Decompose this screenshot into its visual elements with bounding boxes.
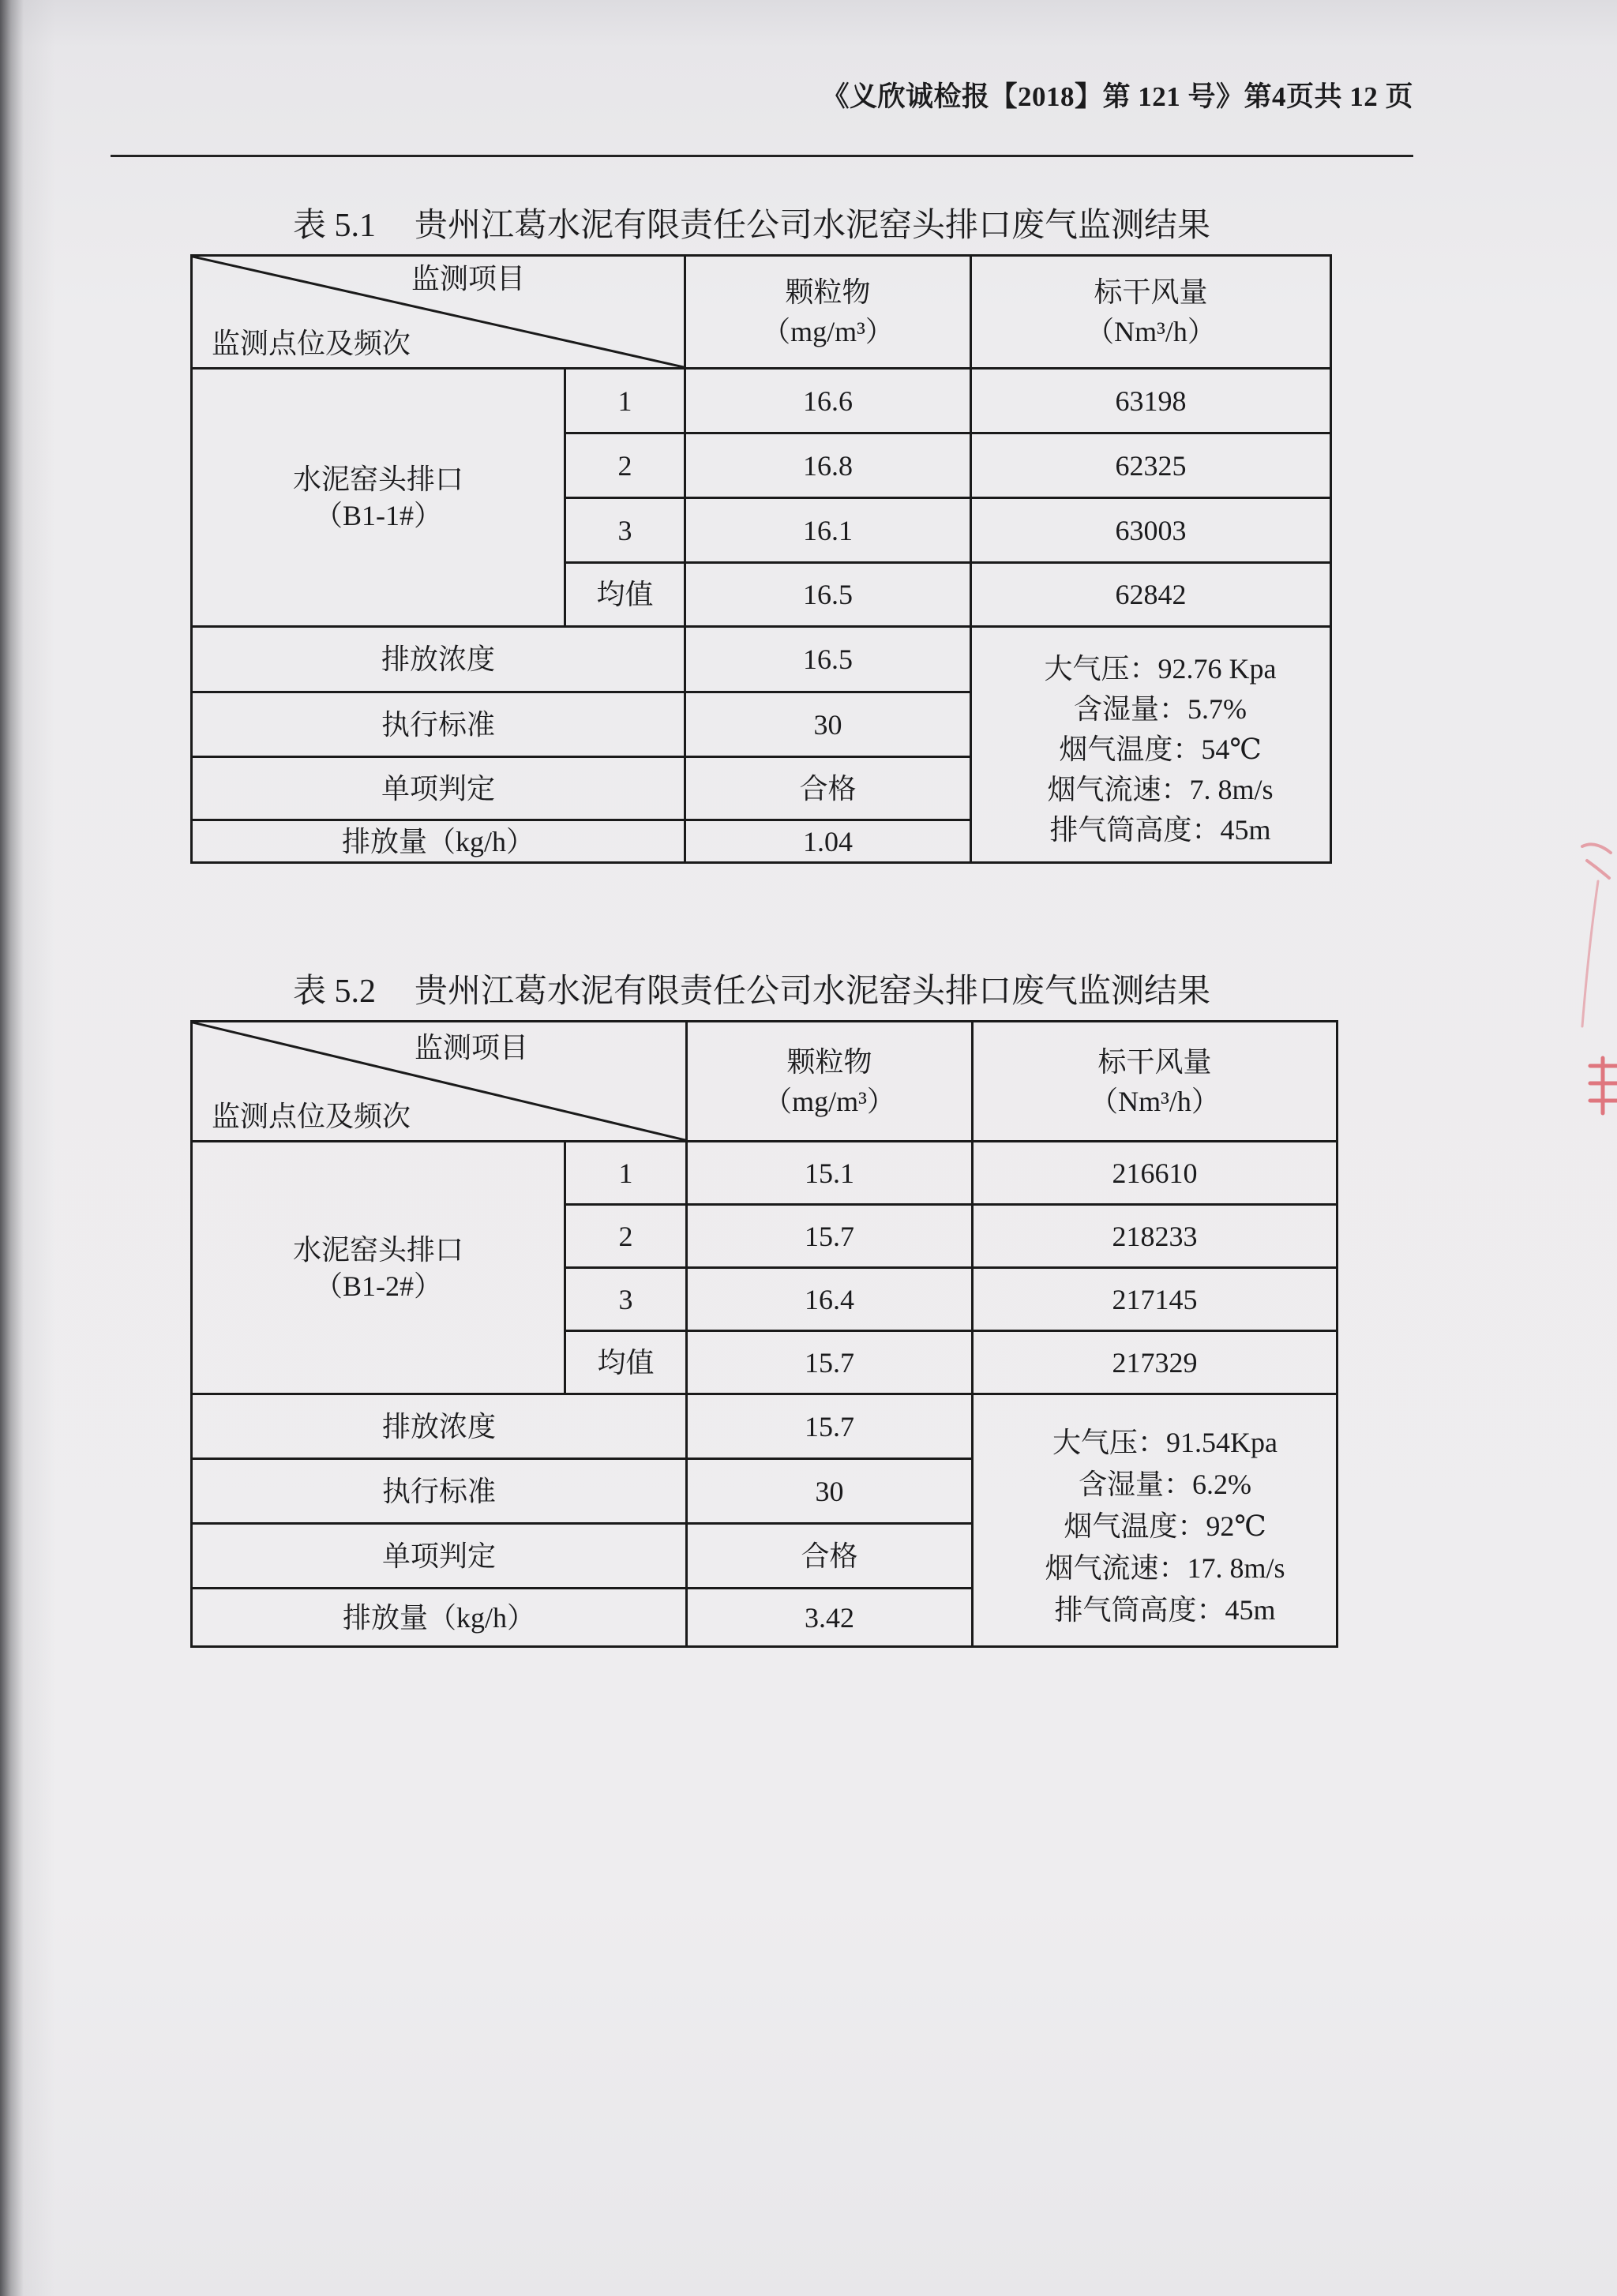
frequency-cell: 2 [565,433,685,498]
stamp-fragment [1571,829,1617,1161]
table-5-2 [190,1020,1338,1648]
location-code: （B1-2#） [313,1270,442,1302]
frequency-cell: 均值 [565,1331,687,1394]
condition-pressure: 大气压：92.76 Kpa [1044,652,1277,685]
table-title: 贵州江葛水泥有限责任公司水泥窑头排口废气监测结果 [415,974,1211,1010]
corner-header-cell [192,1022,687,1142]
corner-header-cell [192,256,685,369]
summary-label-cell: 排放浓度 [192,1394,687,1459]
condition-velocity: 烟气流速：7. 8m/s [1047,773,1274,805]
table-number: 表 5.2 [293,974,377,1010]
particulate-cell: 16.8 [685,433,971,498]
summary-value-cell: 1.04 [685,820,971,863]
flow-cell: 218233 [973,1205,1337,1268]
summary-label-cell: 排放量（kg/h） [192,820,685,863]
particulate-cell: 16.4 [687,1268,973,1331]
summary-label-cell: 执行标准 [192,1459,687,1524]
flow-cell: 63003 [971,498,1331,563]
monitoring-item-label: 监测项目 [411,263,526,295]
table-title: 贵州江葛水泥有限责任公司水泥窑头排口废气监测结果 [415,208,1211,244]
table-number: 表 5.1 [293,208,377,244]
particulate-name: 颗粒物 [785,276,871,308]
condition-pressure: 大气压：91.54Kpa [1052,1427,1277,1458]
location-code: （B1-1#） [313,500,442,531]
table-row [192,1142,1337,1205]
condition-temperature: 烟气温度：54℃ [1059,733,1262,765]
flow-unit: （Nm³/h） [1090,1085,1220,1117]
summary-value-cell: 30 [685,692,971,757]
particulate-name: 颗粒物 [786,1045,872,1078]
summary-value-cell: 16.5 [685,627,971,692]
table-row [192,369,1331,433]
table-caption [293,207,1210,245]
frequency-cell: 1 [565,369,685,433]
flow-cell: 63198 [971,369,1331,433]
particulate-cell: 16.5 [685,563,971,627]
location-cell [192,369,565,627]
frequency-cell: 3 [565,1268,687,1331]
frequency-cell: 3 [565,498,685,563]
frequency-cell: 1 [565,1142,687,1205]
particulate-header-cell [685,256,971,369]
summary-value-cell: 3.42 [687,1589,973,1647]
location-name: 水泥窑头排口 [292,1233,463,1266]
particulate-cell: 15.1 [687,1142,973,1205]
location-name: 水泥窑头排口 [292,463,463,495]
table-header-row [192,1022,1337,1142]
particulate-unit: （mg/m³） [762,316,894,347]
conditions-cell [971,627,1331,863]
summary-row [192,627,1331,692]
frequency-cell: 2 [565,1205,687,1268]
table-caption [293,973,1210,1011]
point-frequency-label: 监测点位及频次 [212,1101,411,1132]
condition-humidity: 含湿量：5.7% [1074,692,1247,725]
flow-name: 标干风量 [1094,276,1208,308]
condition-humidity: 含湿量：6.2% [1079,1469,1251,1500]
location-cell [192,1142,565,1394]
summary-label-cell: 排放浓度 [192,627,685,692]
particulate-cell: 15.7 [687,1331,973,1394]
summary-value-cell: 15.7 [687,1394,973,1459]
frequency-cell: 均值 [565,563,685,627]
condition-temperature: 烟气温度：92℃ [1064,1510,1266,1542]
summary-label-cell: 单项判定 [192,757,685,820]
summary-value-cell: 合格 [687,1524,973,1589]
summary-label-cell: 执行标准 [192,692,685,757]
particulate-cell: 16.6 [685,369,971,433]
summary-value-cell: 30 [687,1459,973,1524]
flow-cell: 62842 [971,563,1331,627]
condition-stack-height: 排气筒高度：45m [1054,1594,1276,1626]
flow-cell: 217145 [973,1268,1337,1331]
summary-row [192,1394,1337,1459]
flow-header-cell [971,256,1331,369]
condition-stack-height: 排气筒高度：45m [1049,813,1271,846]
particulate-cell: 16.1 [685,498,971,563]
flow-cell: 62325 [971,433,1331,498]
summary-value-cell: 合格 [685,757,971,820]
flow-header-cell [973,1022,1337,1142]
conditions-cell [973,1394,1337,1647]
header-rule [111,155,1413,157]
flow-name: 标干风量 [1097,1045,1212,1078]
monitoring-item-label: 监测项目 [415,1032,529,1064]
flow-cell: 216610 [973,1142,1337,1205]
particulate-cell: 15.7 [687,1205,973,1268]
summary-label-cell: 排放量（kg/h） [192,1589,687,1647]
flow-unit: （Nm³/h） [1086,316,1216,347]
report-reference: 《义欣诚检报【2018】第 121 号》第4页共 12 页 [821,81,1413,112]
particulate-unit: （mg/m³） [763,1085,895,1117]
table-5-1 [190,254,1332,864]
table-header-row [192,256,1331,369]
summary-label-cell: 单项判定 [192,1524,687,1589]
particulate-header-cell [687,1022,973,1142]
point-frequency-label: 监测点位及频次 [212,328,411,359]
flow-cell: 217329 [973,1331,1337,1394]
condition-velocity: 烟气流速：17. 8m/s [1045,1552,1285,1584]
